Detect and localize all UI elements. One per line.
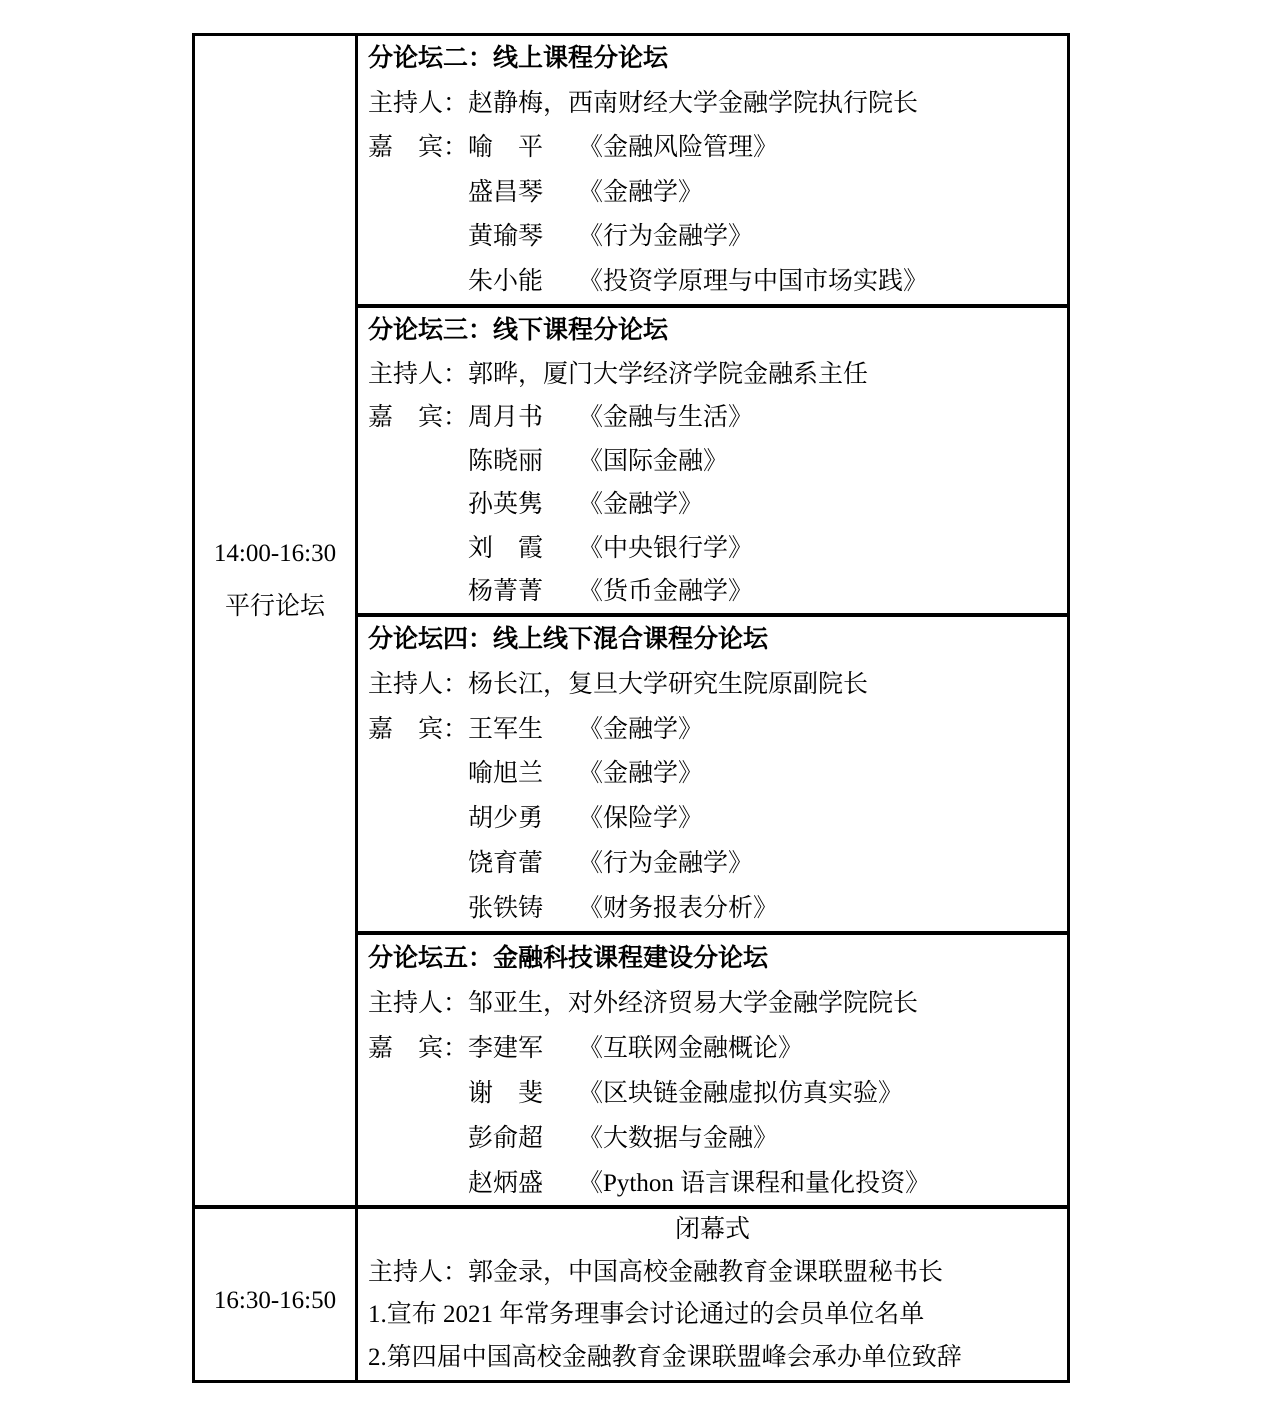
closing-time: 16:30-16:50 bbox=[213, 1286, 337, 1314]
guest-label: 嘉 宾： bbox=[368, 134, 469, 161]
guest-name: 胡少勇 bbox=[468, 805, 544, 833]
guest-line bbox=[368, 842, 1057, 887]
forum-section-5 bbox=[358, 935, 1067, 1205]
guest-course: 《货币金融学》 bbox=[578, 578, 754, 605]
guest-name: 王军生 bbox=[468, 715, 544, 743]
guest-line bbox=[368, 1161, 1057, 1205]
guest-line bbox=[368, 1071, 1057, 1116]
guest-line bbox=[368, 171, 1057, 216]
guest-name: 朱小能 bbox=[468, 267, 544, 295]
time-block bbox=[214, 534, 336, 627]
guest-line bbox=[368, 570, 1057, 614]
guest-course: 《金融学》 bbox=[578, 715, 704, 743]
guest-line bbox=[368, 797, 1057, 842]
schedule-table bbox=[192, 33, 1070, 1383]
guest-line bbox=[368, 527, 1057, 571]
guest-course: 《Python 语言课程和量化投资》 bbox=[578, 1170, 931, 1197]
guest-line bbox=[368, 1026, 1057, 1071]
guest-line bbox=[368, 483, 1057, 527]
guest-course: 《行为金融学》 bbox=[578, 849, 754, 877]
forum-title: 分论坛二：线上课程分论坛 bbox=[368, 45, 669, 72]
moderator-line: 主持人：赵静梅，西南财经大学金融学院执行院长 bbox=[368, 89, 919, 117]
guest-line bbox=[368, 887, 1057, 932]
guest-name: 周月书 bbox=[468, 404, 544, 431]
guest-name: 孙英隽 bbox=[468, 491, 544, 518]
guest-name: 杨菁菁 bbox=[468, 578, 544, 605]
moderator-line: 主持人：杨长江，复旦大学研究生院原副院长 bbox=[368, 670, 869, 698]
guest-line bbox=[368, 1116, 1057, 1161]
guest-course: 《金融风险管理》 bbox=[578, 134, 779, 161]
guest-line bbox=[368, 260, 1057, 305]
guest-course: 《财务报表分析》 bbox=[578, 894, 779, 922]
time-cell-parallel bbox=[195, 36, 358, 1205]
time-cell-closing bbox=[195, 1205, 358, 1380]
guest-name: 黄瑜琴 bbox=[468, 223, 544, 250]
closing-item-2: 2.第四届中国高校金融教育金课联盟峰会承办单位致辞 bbox=[368, 1343, 962, 1371]
closing-moderator: 主持人：郭金录，中国高校金融教育金课联盟秘书长 bbox=[368, 1258, 944, 1286]
guest-name: 喻 平 bbox=[468, 134, 544, 161]
guest-name: 谢 斐 bbox=[468, 1080, 544, 1107]
moderator-line: 主持人：郭晔，厦门大学经济学院金融系主任 bbox=[368, 360, 869, 388]
guest-course: 《行为金融学》 bbox=[578, 223, 754, 250]
guest-name: 彭俞超 bbox=[468, 1125, 544, 1152]
guest-name: 李建军 bbox=[468, 1035, 544, 1062]
guest-label: 嘉 宾： bbox=[368, 1035, 469, 1062]
guest-course: 《金融学》 bbox=[578, 491, 704, 518]
guest-line bbox=[368, 126, 1057, 171]
guest-course: 《金融与生活》 bbox=[578, 404, 754, 431]
forum-title: 分论坛五：金融科技课程建设分论坛 bbox=[368, 945, 769, 972]
parallel-label: 平行论坛 bbox=[224, 593, 325, 620]
guest-line bbox=[368, 396, 1057, 440]
guest-course: 《互联网金融概论》 bbox=[578, 1035, 804, 1062]
guest-name: 饶育蕾 bbox=[468, 849, 544, 877]
guest-course: 《金融学》 bbox=[578, 760, 704, 788]
guest-course: 《中央银行学》 bbox=[578, 534, 754, 562]
guest-line bbox=[368, 440, 1057, 484]
guest-name: 盛昌琴 bbox=[468, 178, 544, 206]
parallel-time: 14:00-16:30 bbox=[213, 540, 337, 567]
guest-line bbox=[368, 708, 1057, 753]
forum-section-4 bbox=[358, 617, 1067, 935]
closing-item-1: 1.宣布 2021 年常务理事会讨论通过的会员单位名单 bbox=[368, 1301, 925, 1328]
guest-course: 《投资学原理与中国市场实践》 bbox=[578, 267, 929, 295]
guest-line bbox=[368, 752, 1057, 797]
guest-course: 《国际金融》 bbox=[578, 447, 729, 475]
guest-course: 《金融学》 bbox=[578, 178, 704, 206]
guest-course: 《区块链金融虚拟仿真实验》 bbox=[578, 1080, 904, 1107]
guest-name: 喻旭兰 bbox=[468, 760, 544, 788]
guest-label: 嘉 宾： bbox=[368, 404, 469, 431]
guest-line bbox=[368, 215, 1057, 260]
closing-title: 闭幕式 bbox=[674, 1216, 750, 1243]
guest-name: 陈晓丽 bbox=[468, 447, 544, 475]
guest-name: 赵炳盛 bbox=[468, 1170, 544, 1197]
closing-section bbox=[358, 1205, 1067, 1380]
guest-name: 张铁铸 bbox=[468, 894, 544, 922]
forum-title: 分论坛四：线上线下混合课程分论坛 bbox=[368, 626, 769, 653]
guest-course: 《大数据与金融》 bbox=[578, 1125, 779, 1152]
guest-name: 刘 霞 bbox=[468, 534, 544, 562]
forum-section-3 bbox=[358, 308, 1067, 617]
forum-section-2 bbox=[358, 36, 1067, 308]
guest-course: 《保险学》 bbox=[578, 805, 704, 833]
guest-label: 嘉 宾： bbox=[368, 715, 469, 743]
moderator-line: 主持人：邹亚生，对外经济贸易大学金融学院院长 bbox=[368, 990, 919, 1017]
forum-title: 分论坛三：线下课程分论坛 bbox=[368, 317, 669, 344]
